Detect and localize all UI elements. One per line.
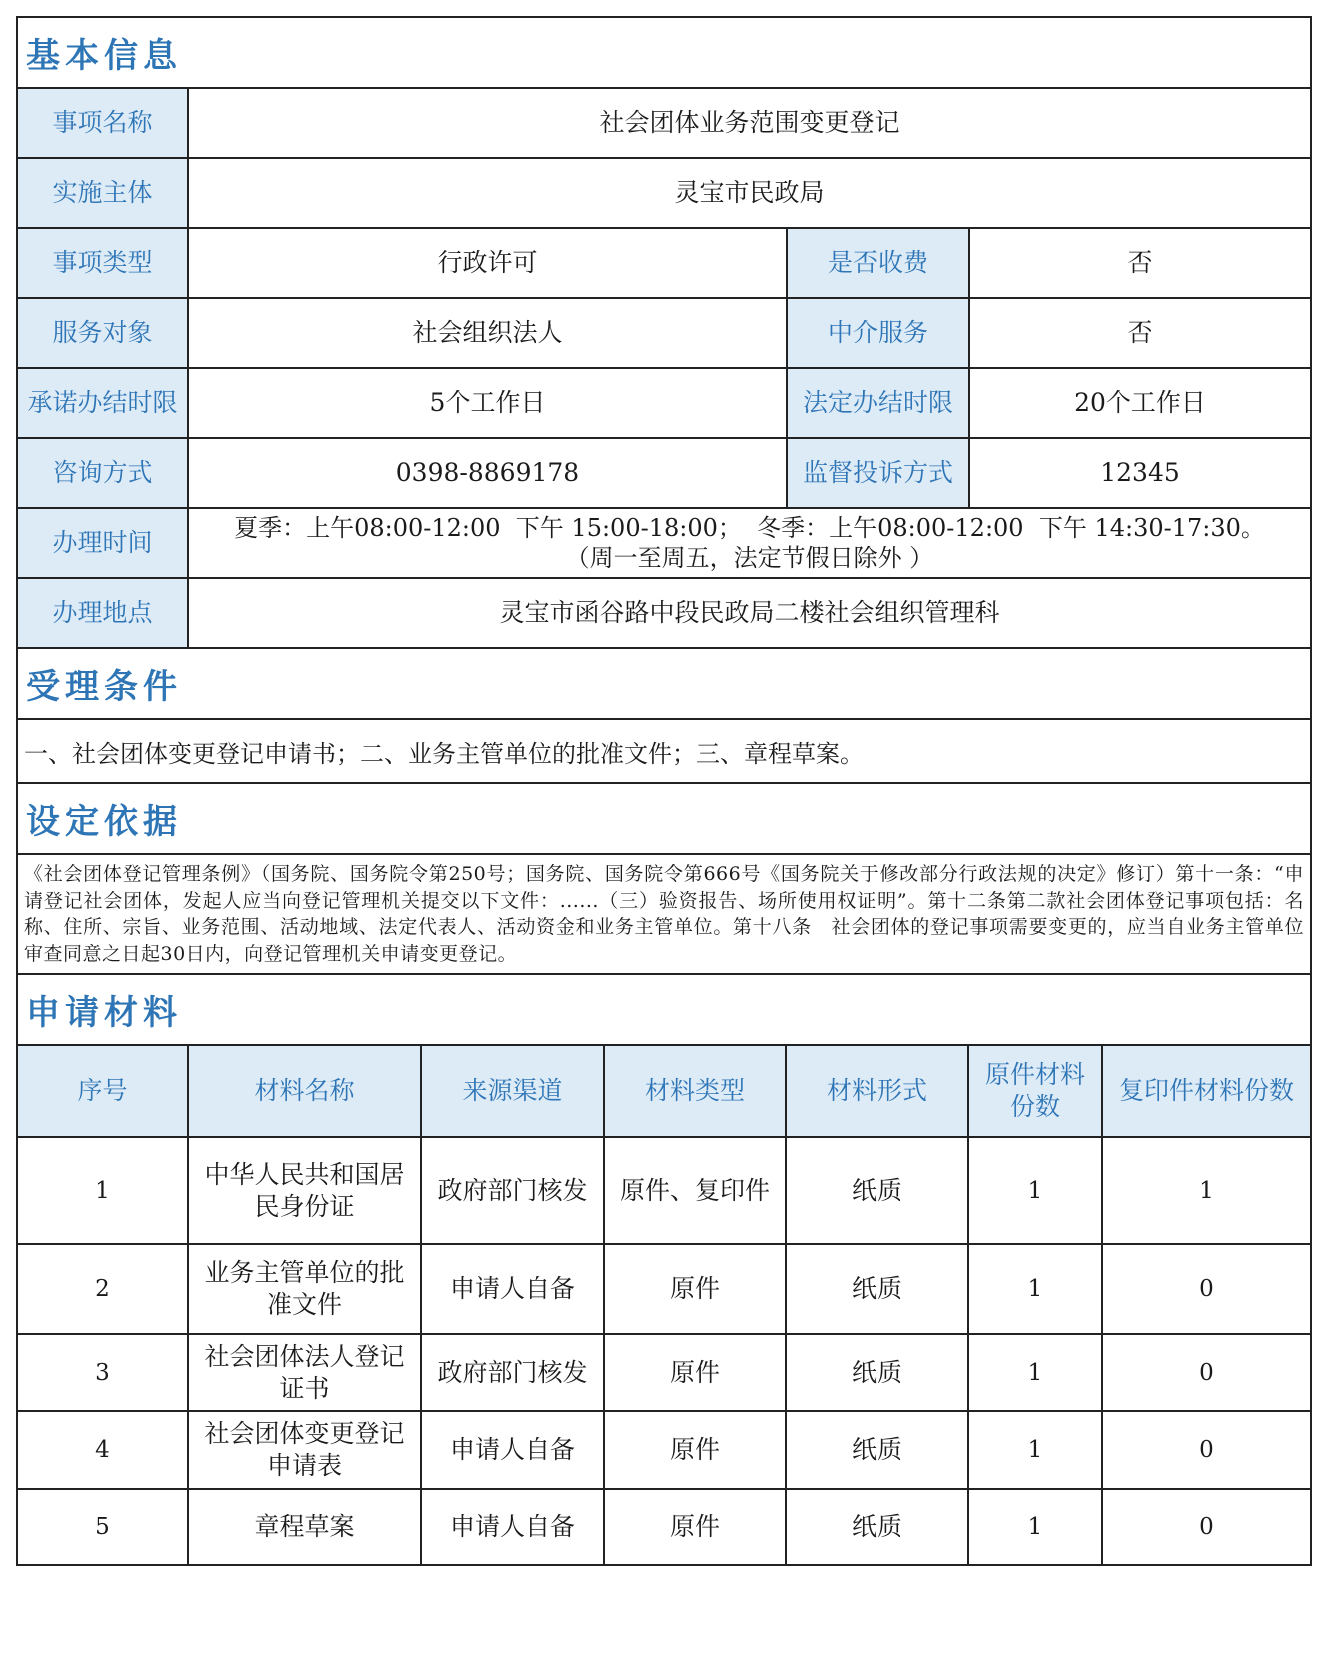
row-hours [16, 507, 1312, 577]
conditions-text: 一、社会团体变更登记申请书；二、业务主管单位的批准文件；三、章程草案。 [16, 718, 1312, 782]
row-material-name: 章程草案 [189, 1490, 422, 1564]
location-value: 灵宝市函谷路中段民政局二楼社会组织管理科 [499, 598, 1000, 627]
hours-line-2: （周一至周五，法定节假日除外 ） [565, 544, 934, 572]
row-location [16, 577, 1312, 647]
target-value: 社会组织法人 [189, 299, 788, 367]
row-copy-count: 0 [1199, 1514, 1214, 1540]
row-source: 申请人自备 [422, 1245, 605, 1333]
row-time-limits [16, 367, 1312, 437]
type-value: 行政许可 [189, 229, 788, 297]
row-target-agency [16, 297, 1312, 367]
row-item-name [16, 87, 1312, 157]
hours-label: 办理时间 [18, 509, 189, 577]
row-material-type: 原件 [605, 1412, 787, 1488]
consult-label: 咨询方式 [18, 439, 189, 507]
table-row [16, 1243, 1312, 1333]
row-source: 政府部门核发 [422, 1335, 605, 1410]
header-type: 材料类型 [605, 1046, 787, 1136]
header-original-count: 原件材料份数 [969, 1046, 1103, 1136]
fee-value: 否 [1127, 248, 1153, 277]
row-material-type: 原件、复印件 [605, 1138, 787, 1243]
complaint-value: 12345 [1100, 458, 1180, 487]
section-title-basis: 设定依据 [16, 782, 1312, 853]
item-name-label: 事项名称 [18, 89, 189, 157]
header-no: 序号 [18, 1046, 189, 1136]
row-material-name: 社会团体变更登记申请表 [189, 1412, 422, 1488]
legal-label: 法定办结时限 [788, 369, 970, 437]
row-original-count: 1 [969, 1245, 1103, 1333]
row-type-fee [16, 227, 1312, 297]
section-title-basic: 基本信息 [16, 16, 1312, 87]
legal-value: 20个工作日 [1074, 388, 1206, 417]
section-title-conditions: 受理条件 [16, 647, 1312, 718]
row-original-count: 1 [969, 1335, 1103, 1410]
agency-value: 否 [1127, 318, 1153, 347]
row-no: 2 [18, 1245, 189, 1333]
subject-label: 实施主体 [18, 159, 189, 227]
row-form: 纸质 [787, 1412, 969, 1488]
target-label: 服务对象 [18, 299, 189, 367]
row-material-type: 原件 [605, 1245, 787, 1333]
hours-value [189, 509, 1310, 577]
row-no: 4 [18, 1412, 189, 1488]
table-row [16, 1488, 1312, 1566]
row-copy-count: 1 [1199, 1177, 1214, 1204]
row-original-count: 1 [969, 1412, 1103, 1488]
row-original-count: 1 [969, 1490, 1103, 1564]
header-form: 材料形式 [787, 1046, 969, 1136]
row-material-name: 中华人民共和国居民身份证 [189, 1138, 422, 1243]
row-contact [16, 437, 1312, 507]
row-no: 3 [18, 1335, 189, 1410]
hours-line-1: 夏季：上午08:00-12:00 下午 15:00-18:00； 冬季：上午08:00-12:00 下午 14:30-17:30。 [234, 514, 1265, 542]
table-row [16, 1410, 1312, 1488]
row-source: 申请人自备 [422, 1490, 605, 1564]
fee-label: 是否收费 [788, 229, 970, 297]
basis-text: 《社会团体登记管理条例》（国务院、国务院令第250号；国务院、国务院令第666号《国务院关于修改部分行政法规的决定》修订）第十一条：“申请登记社会团体，发起人应当向登记管理机关提交以下文件：......（三）验资报告、场所使用权证明”。第十二条第二款社会团体登记事项包括：名称、住所、宗旨、业务范围、活动地域、法定代表人、活动资金和业务主管单位。第十八条 社会团体的登记事项需要变更的，应当自业务主管单位审查同意之日起30日内，向登记管理机关申请变更登记。 [16, 853, 1312, 973]
header-source: 来源渠道 [422, 1046, 605, 1136]
row-form: 纸质 [787, 1490, 969, 1564]
complaint-label: 监督投诉方式 [788, 439, 970, 507]
row-copy-count: 0 [1199, 1437, 1214, 1463]
row-form: 纸质 [787, 1245, 969, 1333]
row-form: 纸质 [787, 1335, 969, 1410]
row-no: 1 [18, 1138, 189, 1243]
promise-label: 承诺办结时限 [18, 369, 189, 437]
agency-label: 中介服务 [788, 299, 970, 367]
section-title-materials: 申请材料 [16, 973, 1312, 1044]
row-source: 政府部门核发 [422, 1138, 605, 1243]
row-subject [16, 157, 1312, 227]
row-form: 纸质 [787, 1138, 969, 1243]
row-material-type: 原件 [605, 1490, 787, 1564]
consult-value: 0398-8869178 [189, 439, 788, 507]
service-guide-document [16, 16, 1312, 1566]
materials-header-row [16, 1044, 1312, 1136]
row-source: 申请人自备 [422, 1412, 605, 1488]
promise-value: 5个工作日 [189, 369, 788, 437]
row-material-type: 原件 [605, 1335, 787, 1410]
location-label: 办理地点 [18, 579, 189, 647]
table-row [16, 1333, 1312, 1410]
item-name-value: 社会团体业务范围变更登记 [599, 108, 900, 137]
row-no: 5 [18, 1490, 189, 1564]
row-material-name: 社会团体法人登记证书 [189, 1335, 422, 1410]
header-copy-count: 复印件材料份数 [1118, 1076, 1294, 1105]
header-name: 材料名称 [189, 1046, 422, 1136]
row-copy-count: 0 [1199, 1276, 1214, 1302]
type-label: 事项类型 [18, 229, 189, 297]
table-row [16, 1136, 1312, 1243]
row-copy-count: 0 [1199, 1359, 1214, 1386]
row-original-count: 1 [969, 1138, 1103, 1243]
subject-value: 灵宝市民政局 [674, 178, 825, 207]
row-material-name: 业务主管单位的批准文件 [189, 1245, 422, 1333]
